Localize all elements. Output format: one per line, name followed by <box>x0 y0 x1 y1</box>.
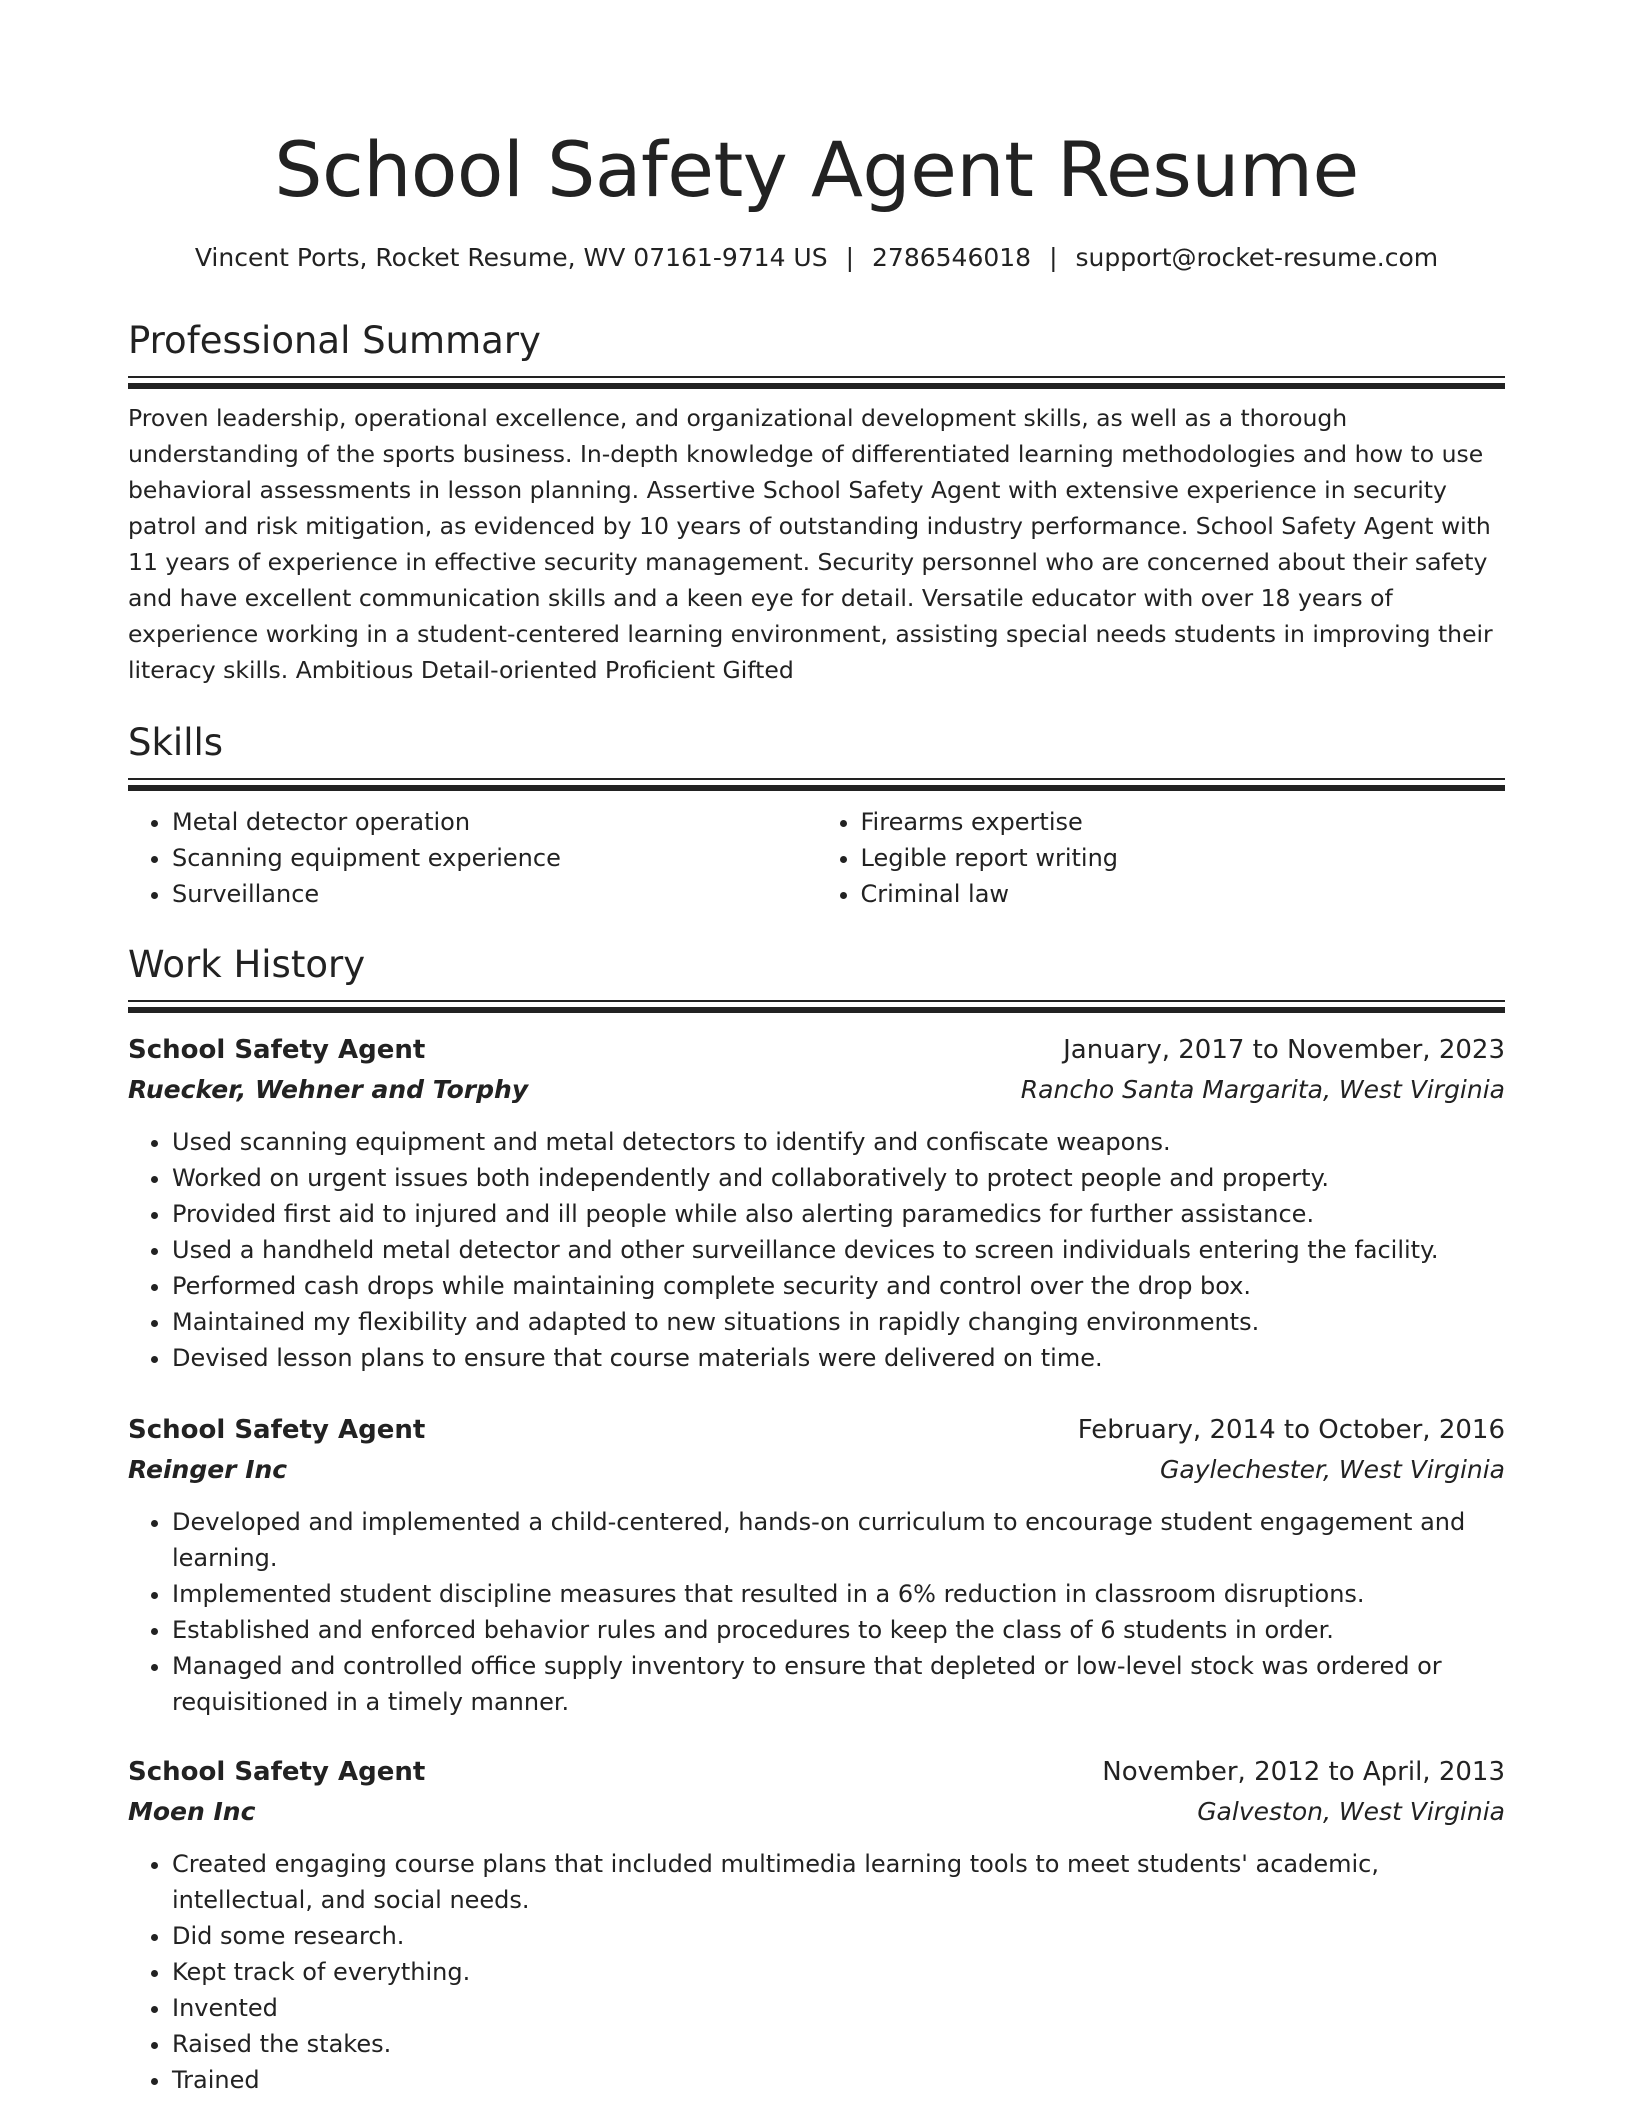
job-bullets <box>128 1846 1505 2098</box>
job-dates: November, 2012 to April, 2013 <box>1102 1757 1505 1787</box>
job-bullet: • Trained <box>172 2062 1505 2098</box>
skill-item: • Legible report writing <box>861 840 1506 876</box>
job-company: Reinger Inc <box>128 1455 288 1484</box>
job-bullet: • Managed and controlled office supply inventory to ensure that depleted or low-level stock was ordered or requisitioned in a timely manner. <box>172 1648 1505 1720</box>
job-bullet: • Used scanning equipment and metal detectors to identify and confiscate weapons. <box>172 1124 1505 1160</box>
job-location: Gaylechester, West Virginia <box>1160 1455 1505 1484</box>
section-divider <box>128 376 1505 390</box>
job-bullet: • Worked on urgent issues both independently and collaboratively to protect people and property. <box>172 1160 1505 1196</box>
summary-heading: Professional Summary <box>128 319 541 362</box>
job-bullet: • Devised lesson plans to ensure that course materials were delivered on time. <box>172 1340 1505 1376</box>
contact-separator: | <box>845 243 855 272</box>
section-divider <box>128 778 1505 792</box>
contact-separator: | <box>1049 243 1058 272</box>
skills-section <box>128 720 1505 912</box>
contact-line <box>128 242 1505 274</box>
work-history-section <box>128 942 1505 1014</box>
job-bullet: • Maintained my flexibility and adapted to new situations in rapidly changing environments. <box>172 1304 1505 1340</box>
skill-item: • Surveillance <box>172 876 817 912</box>
skills-list-right <box>817 804 1506 912</box>
job-title: School Safety Agent <box>128 1415 426 1445</box>
job-bullet: • Established and enforced behavior rules and procedures to keep the class of 6 students in order. <box>172 1612 1505 1648</box>
job-subheader-row <box>128 1070 1505 1110</box>
job-bullet: • Created engaging course plans that included multimedia learning tools to meet students' academic, intellectual, and social needs. <box>172 1846 1505 1918</box>
job-subheader-row <box>128 1792 1505 1832</box>
job-bullet: • Implemented student discipline measures that resulted in a 6% reduction in classroom disruptions. <box>172 1576 1505 1612</box>
skill-item: • Criminal law <box>861 876 1506 912</box>
summary-section <box>128 318 1505 688</box>
job-location: Galveston, West Virginia <box>1197 1797 1505 1826</box>
contact-phone: 2786546018 <box>872 243 1032 272</box>
resume-title: School Safety Agent Resume <box>274 125 1359 214</box>
job-entry <box>128 1410 1505 1720</box>
job-dates: February, 2014 to October, 2016 <box>1077 1415 1505 1445</box>
job-title: School Safety Agent <box>128 1035 426 1065</box>
skills-list-left <box>128 804 817 912</box>
job-company: Ruecker, Wehner and Torphy <box>128 1075 529 1104</box>
job-header-row <box>128 1030 1505 1070</box>
job-bullet: • Did some research. <box>172 1918 1505 1954</box>
job-bullet: • Performed cash drops while maintaining complete security and control over the drop box. <box>172 1268 1505 1304</box>
skills-heading: Skills <box>128 721 224 764</box>
job-bullets <box>128 1504 1505 1720</box>
job-location: Rancho Santa Margarita, West Virginia <box>1020 1075 1505 1104</box>
contact-address: Vincent Ports, Rocket Resume, WV 07161-9714 US <box>194 243 828 272</box>
skill-item: • Scanning equipment experience <box>172 840 817 876</box>
job-dates: January, 2017 to November, 2023 <box>1063 1035 1505 1065</box>
job-header-row <box>128 1752 1505 1792</box>
job-title: School Safety Agent <box>128 1757 426 1787</box>
job-subheader-row <box>128 1450 1505 1490</box>
job-bullet: • Provided first aid to injured and ill people while also alerting paramedics for further assistance. <box>172 1196 1505 1232</box>
job-bullets <box>128 1124 1505 1376</box>
job-bullet: • Kept track of everything. <box>172 1954 1505 1990</box>
skills-columns <box>128 804 1505 912</box>
job-bullet: • Developed and implemented a child-centered, hands-on curriculum to encourage student engagement and learning. <box>172 1504 1505 1576</box>
work-history-heading: Work History <box>128 943 366 986</box>
job-bullet: • Invented <box>172 1990 1505 2026</box>
job-company: Moen Inc <box>128 1797 256 1826</box>
skill-item: • Metal detector operation <box>172 804 817 840</box>
resume-page <box>128 0 1505 2094</box>
job-entry <box>128 1752 1505 2098</box>
job-bullet: • Used a handheld metal detector and other surveillance devices to screen individuals entering the facility. <box>172 1232 1505 1268</box>
contact-email: support@rocket-resume.com <box>1075 243 1439 272</box>
summary-text: Proven leadership, operational excellence, and organizational development skills, as well as a thorough understanding of the sports business. In-depth knowledge of differentiated learning methodologies and how to use behavioral assessments in lesson planning. Assertive School Safety Agent with extensive experience in security patrol and risk mitigation, as evidenced by 10 years of outstanding industry performance. School Safety Agent with 11 years of experience in effective security management. Security personnel who are concerned about their safety and have excellent communication skills and a keen eye for detail. Versatile educator with over 18 years of experience working in a student-centered learning environment, assisting special needs students in improving their literacy skills. Ambitious Detail-oriented Proficient Gifted <box>128 404 1493 684</box>
job-header-row <box>128 1410 1505 1450</box>
section-divider <box>128 1000 1505 1014</box>
job-bullet: • Raised the stakes. <box>172 2026 1505 2062</box>
skill-item: • Firearms expertise <box>861 804 1506 840</box>
job-entry <box>128 1030 1505 1376</box>
